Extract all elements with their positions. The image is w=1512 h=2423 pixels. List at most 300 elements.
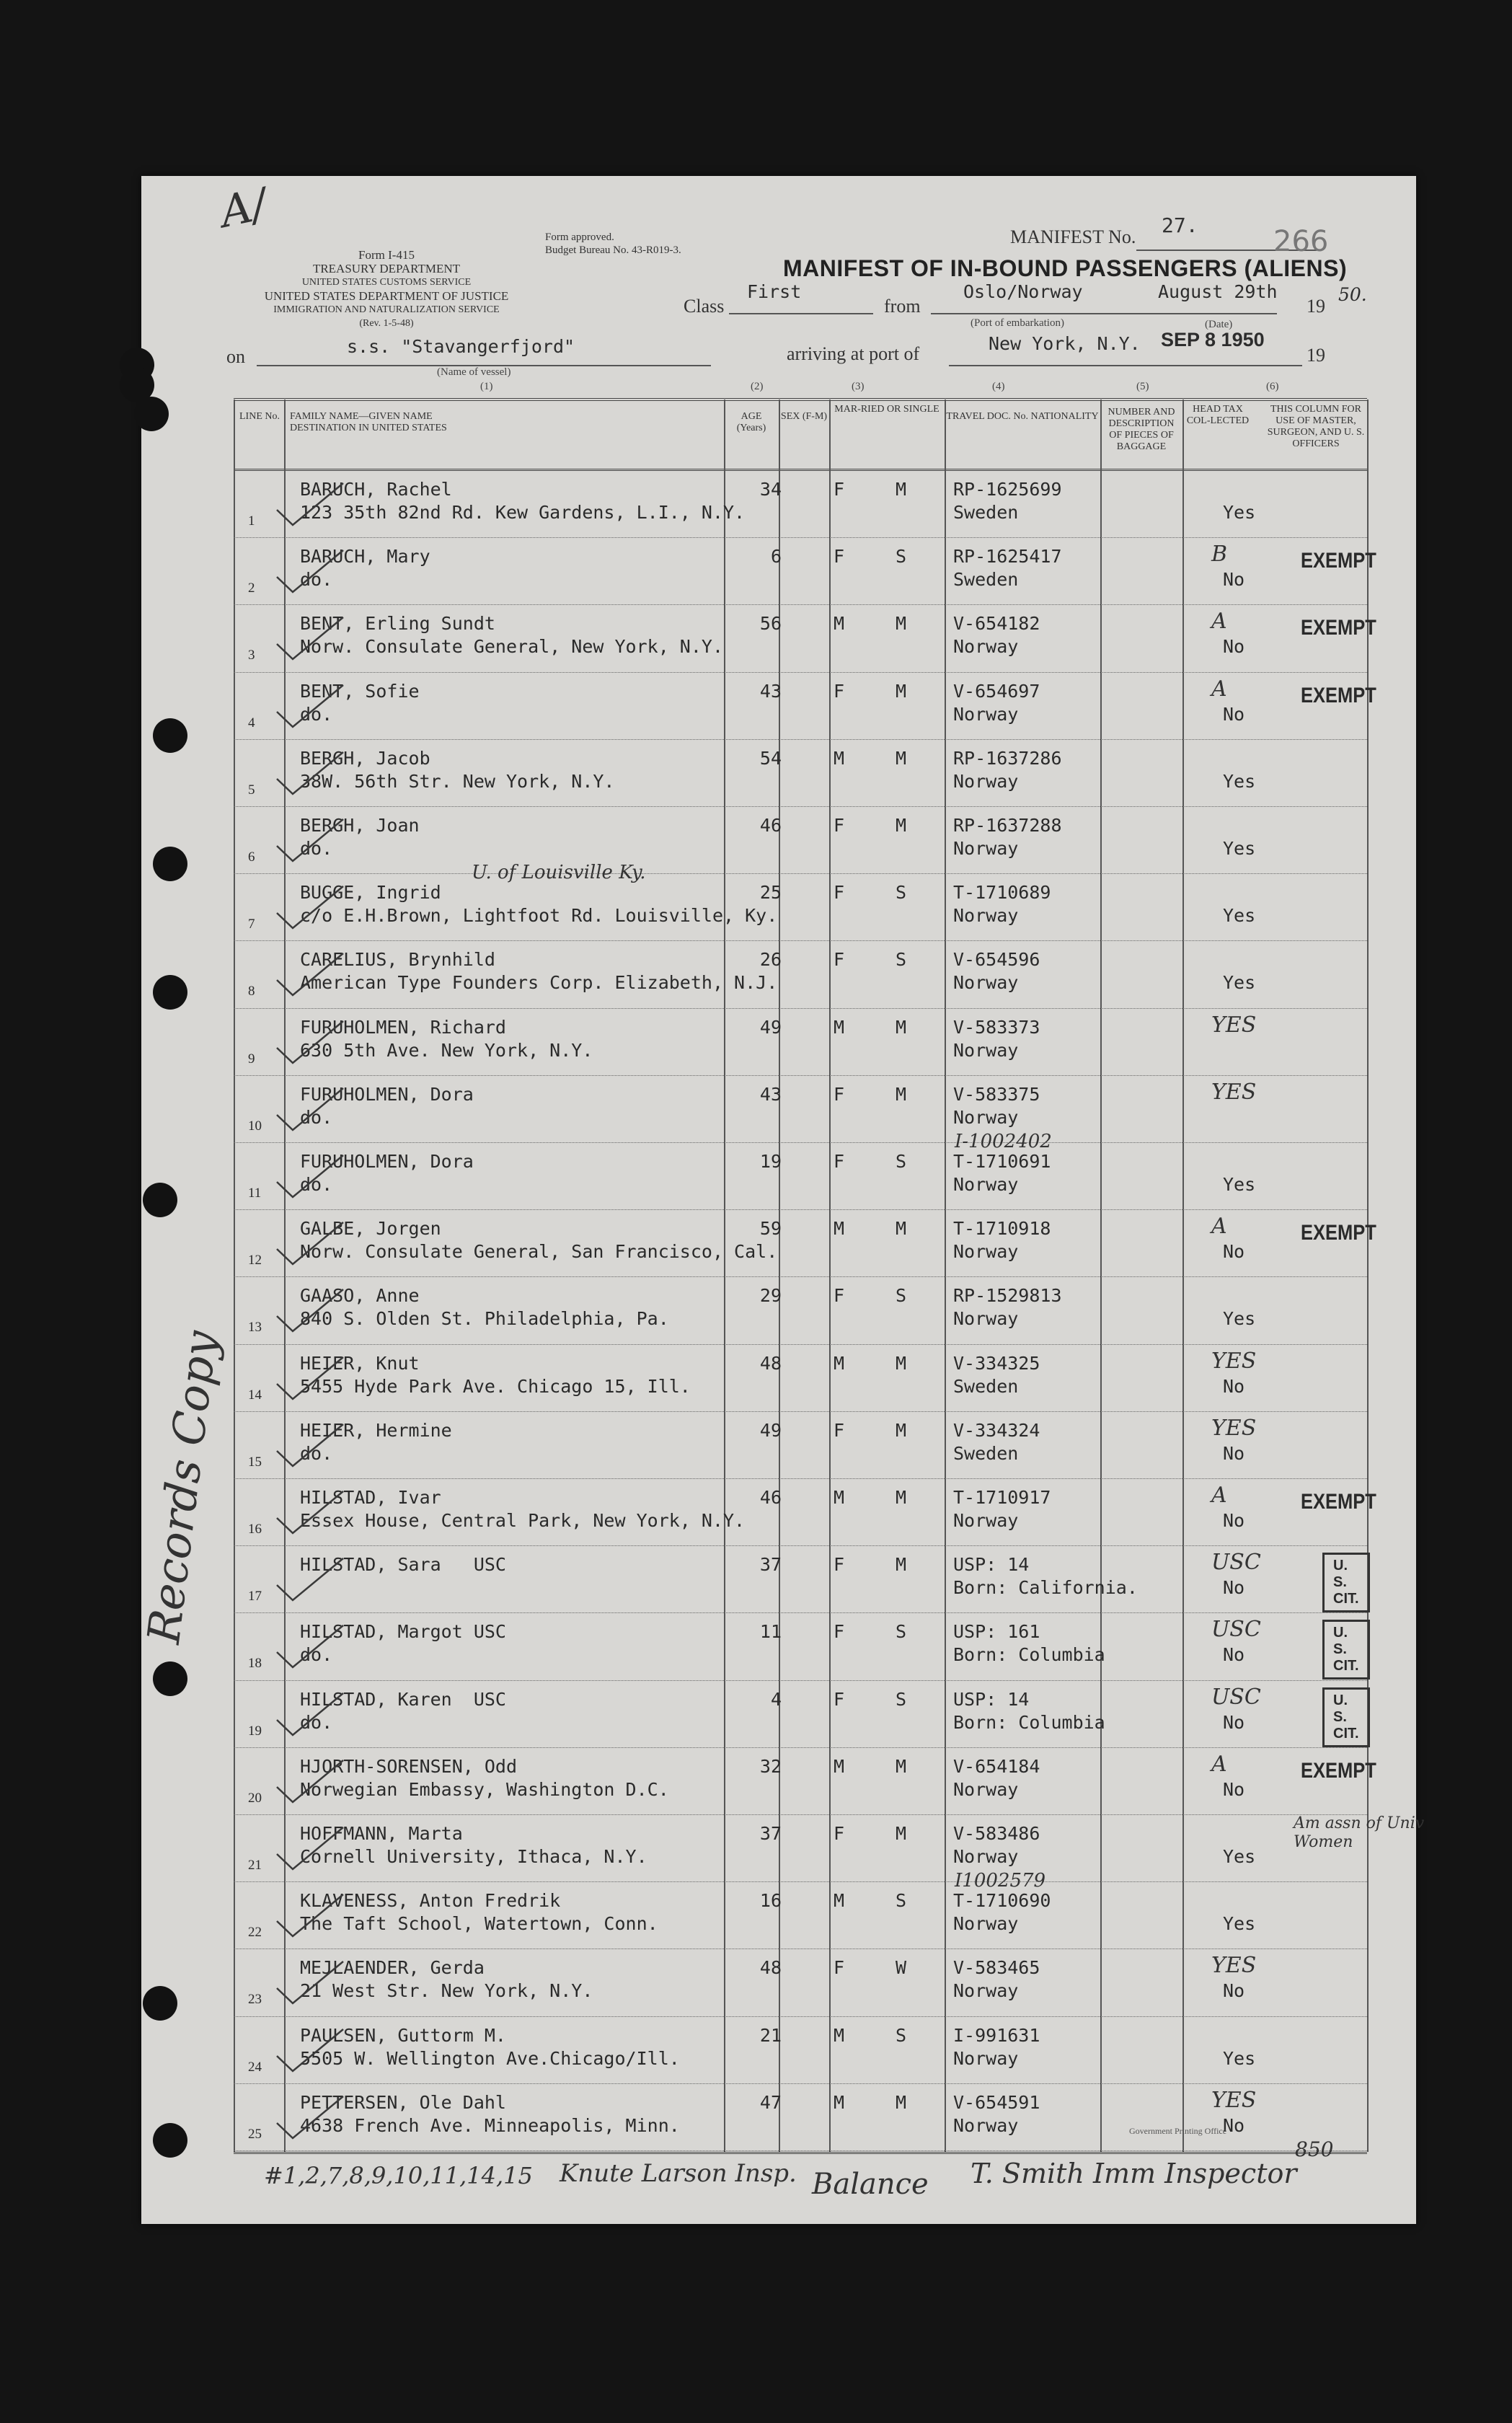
footer-code: 850 [1295,2137,1334,2161]
cell-dest: do. [300,1442,333,1464]
column-rule [1367,400,1369,2152]
handwritten-annotation: U. of Louisville Ky. [472,862,646,884]
cell-doc: T-1710691 [953,1151,1051,1172]
cell-dest: Norw. Consulate General, San Francisco, Cal. [300,1241,778,1263]
table-row [234,1276,1367,1343]
departure-year: 50. [1338,284,1367,305]
table-row [234,1747,1376,1814]
cell-mar: M [896,1755,907,1777]
table-row [234,1545,1367,1612]
cell-tax: No [1223,1778,1245,1800]
cell-doc: RP-1625699 [953,479,1062,500]
punch-hole [153,1661,187,1696]
cell-doc: V-654596 [953,949,1040,971]
cell-doc: V-583373 [953,1016,1040,1038]
manifest-stamp-number: 266 [1273,225,1329,258]
cell-nat: Sweden [953,1375,1019,1397]
cell-dest: do. [300,569,333,591]
footer-inspector-signature-2: T. Smith Imm Inspector [971,2158,1297,2189]
cell-sex: F [834,479,845,500]
cell-doc: V-334325 [953,1352,1040,1374]
cell-tax: Yes [1223,502,1256,523]
exempt-stamp: EXEMPT [1301,1490,1376,1514]
cell-name: HILSTAD, Sara USC [300,1554,506,1576]
table-row [234,739,1367,806]
cell-sex: F [834,1285,845,1307]
check-mark-icon [262,1217,349,1267]
col-header-line: LINE No. [239,411,280,422]
cell-sex: M [834,613,845,635]
cell-line: 24 [248,2059,262,2075]
printer-credit: Government Printing Office [1129,2126,1227,2136]
cell-age: 48 [759,1957,782,1979]
cell-tax: Yes [1223,1308,1256,1330]
cell-age: 21 [759,2024,782,2046]
check-mark-icon [262,1284,349,1334]
cell-nat: Norway [953,1846,1019,1867]
cell-line: 6 [248,849,255,865]
cell-nat: Sweden [953,569,1019,591]
cell-dest: do. [300,1106,333,1128]
check-mark-icon [262,746,349,797]
cell-nat: Sweden [953,502,1019,523]
cell-mar: M [896,1419,907,1441]
cell-line: 2 [248,581,255,596]
cell-name: HEIER, Hermine [300,1419,452,1441]
table-row [234,1478,1376,1545]
cell-age: 16 [759,1890,782,1912]
cell-nat: Norway [953,972,1019,994]
cell-doc: V-654697 [953,680,1040,702]
row-divider [234,2150,1367,2151]
cell-age: 56 [759,613,782,635]
check-mark-icon [262,612,349,662]
head-tax-handwritten-note: YES [1211,1415,1257,1441]
cell-doc: V-583486 [953,1823,1040,1844]
cell-sex: M [834,1487,845,1508]
table-row [234,806,1367,873]
cell-age: 11 [759,1621,782,1643]
head-tax-handwritten-note: A [1211,1214,1227,1240]
cell-sex: F [834,680,845,702]
check-mark-icon [262,1553,349,1603]
table-row [234,470,1367,537]
arrival-year-label: 19 [1307,345,1325,366]
cell-mar: M [896,1487,907,1508]
on-label: on [226,346,245,367]
cell-dest: c/o E.H.Brown, Lightfoot Rd. Louisville, Ky. [300,905,778,927]
cell-doc: T-1710689 [953,882,1051,904]
cell-mar: S [896,949,907,971]
cell-tax: Yes [1223,905,1256,927]
exempt-stamp: EXEMPT [1301,549,1376,573]
head-tax-handwritten-note: YES [1211,1348,1257,1374]
cell-name: HILSTAD, Ivar [300,1487,441,1508]
cell-line: 13 [248,1320,262,1336]
check-mark-icon [262,1351,349,1402]
cell-doc: RP-1637288 [953,815,1062,836]
cell-tax: No [1223,1711,1245,1733]
check-mark-icon [262,1620,349,1670]
cell-line: 12 [248,1253,262,1268]
cell-age: 49 [759,1016,782,1038]
cell-name: GAASO, Anne [300,1285,420,1307]
cell-sex: F [834,882,845,904]
cell-dest: 5505 W. Wellington Ave.Chicago/Ill. [300,2047,680,2069]
col-number: (5) [1136,381,1149,392]
cell-nat: Born: Columbia [953,1644,1105,1666]
col-header-age: AGE (Years) [736,411,766,433]
cell-nat: Norway [953,1308,1019,1330]
exempt-stamp: EXEMPT [1301,683,1376,707]
cell-tax: Yes [1223,1913,1256,1935]
arrival-date-stamp: SEP 8 1950 [1161,329,1265,350]
cell-mar: M [896,1016,907,1038]
cell-nat: Born: California. [953,1577,1138,1599]
check-mark-icon [262,881,349,931]
table-row [234,1814,1425,1881]
head-tax-handwritten-note: A [1211,1751,1227,1777]
cell-line: 8 [248,984,255,999]
page-title: MANIFEST OF IN-BOUND PASSENGERS (ALIENS) [783,255,1348,281]
cell-tax: No [1223,1442,1245,1464]
col-header-sex: SEX (F-M) [780,411,828,422]
class-line [729,313,873,314]
cell-dest: do. [300,703,333,725]
table-row [234,1680,1367,1747]
class-label: Class [684,296,725,317]
cell-line: 20 [248,1790,262,1806]
cell-age: 46 [759,815,782,836]
cell-name: HILSTAD, Karen USC [300,1688,506,1710]
cell-mar: M [896,680,907,702]
cell-sex: F [834,815,845,836]
cell-mar: S [896,2024,907,2046]
col-header-officers: THIS COLUMN FOR USE OF MASTER, SURGEON, AND U. S. OFFICERS [1267,404,1365,449]
check-mark-icon [262,1149,349,1200]
table-row [234,1075,1367,1142]
cell-line: 15 [248,1454,262,1470]
cell-age: 37 [759,1554,782,1576]
cell-doc: V-654182 [953,613,1040,635]
cell-dest: 5455 Hyde Park Ave. Chicago 15, Ill. [300,1375,691,1397]
cell-doc: I-991631 [953,2024,1040,2046]
col-number: (6) [1266,381,1279,392]
table-row [234,1209,1376,1276]
cell-nat: Norway [953,1174,1019,1195]
cell-name: HOFFMANN, Marta [300,1823,463,1844]
manifest-no-label: MANIFEST No. [1010,226,1136,247]
cell-nat: Norway [953,1778,1019,1800]
form-id: Form I-415 [358,248,415,262]
cell-line: 7 [248,917,255,932]
cell-age: 59 [759,1218,782,1240]
form-approved-text: Form approved. [545,231,614,243]
cell-line: 10 [248,1118,262,1134]
check-mark-icon [262,2091,349,2141]
cell-name: FURUHOLMEN, Dora [300,1083,474,1105]
cell-name: FURUHOLMEN, Dora [300,1151,474,1172]
cell-nat: Norway [953,1106,1019,1128]
cell-line: 14 [248,1387,262,1403]
cell-doc: RP-1637286 [953,747,1062,769]
table-row [234,2016,1367,2083]
cell-sex: M [834,1352,845,1374]
footer-balance: Balance [812,2168,929,2201]
table-row [234,1008,1367,1075]
cell-line: 5 [248,782,255,798]
cell-mar: S [896,1621,907,1643]
cell-dest: do. [300,1711,333,1733]
from-value: Oslo/Norway [963,281,1083,302]
col-header-head-tax: HEAD TAX COL-LECTED [1186,404,1250,426]
cell-age: 26 [759,949,782,971]
cell-line: 9 [248,1051,255,1067]
cell-mar: S [896,1688,907,1710]
cell-dest: Essex House, Central Park, New York, N.Y. [300,1510,746,1531]
check-mark-icon [262,1889,349,1939]
punch-hole [153,2123,187,2158]
check-mark-icon [262,1418,349,1469]
cell-doc: V-654184 [953,1755,1040,1777]
col-number: (1) [480,381,493,392]
from-label: from [884,296,921,317]
table-row [234,1612,1367,1680]
form-revision: (Rev. 1-5-48) [359,318,414,329]
punch-hole [153,847,187,881]
cell-name: GALBE, Jorgen [300,1218,441,1240]
head-tax-handwritten-note: YES [1211,1079,1257,1105]
table-row [234,862,1367,940]
table-row [234,1411,1367,1478]
cell-nat: Norway [953,703,1019,725]
treasury-dept: TREASURY DEPARTMENT [312,262,461,275]
cell-doc: RP-1529813 [953,1285,1062,1307]
cell-line: 21 [248,1858,262,1873]
cell-name: BENT, Erling Sundt [300,613,495,635]
check-mark-icon [262,477,349,528]
cell-sex: F [834,1688,845,1710]
cell-nat: Norway [953,1510,1019,1531]
table-row [234,604,1376,671]
cell-mar: M [896,1823,907,1844]
punch-hole [153,718,187,753]
cell-dest: American Type Founders Corp. Elizabeth, N.J. [300,972,778,994]
cell-nat: Norway [953,2114,1019,2136]
col-number: (2) [751,381,764,392]
cell-tax: No [1223,1577,1245,1599]
check-mark-icon [262,1486,349,1536]
year-label: 19 [1307,296,1325,317]
us-citizen-stamp: U. S. CIT. [1322,1687,1370,1747]
cell-tax: No [1223,2114,1245,2136]
cell-name: PETTERSEN, Ole Dahl [300,2091,506,2113]
footer-inspector-signature: Knute Larson Insp. [560,2159,797,2188]
cell-doc: T-1710917 [953,1487,1051,1508]
punch-hole [153,975,187,1010]
cell-line: 18 [248,1656,262,1672]
cell-age: 6 [770,546,782,568]
head-tax-handwritten-note: USC [1211,1617,1261,1643]
arrival-line [949,365,1302,366]
cell-name: BARUCH, Rachel [300,479,452,500]
head-tax-handwritten-note: YES [1211,1953,1257,1979]
cell-tax: No [1223,1980,1245,2002]
cell-line: 1 [248,513,255,529]
cell-sex: M [834,2091,845,2113]
punch-hole [134,397,169,431]
col-header-travel-doc: TRAVEL DOC. No. NATIONALITY [946,411,1099,422]
cell-sex: M [834,1218,845,1240]
vessel-name: s.s. "Stavangerfjord" [347,336,575,357]
table-row [234,537,1376,604]
cell-line: 19 [248,1723,262,1739]
cell-doc: USP: 14 [953,1688,1030,1710]
cell-mar: M [896,747,907,769]
cell-tax: No [1223,1644,1245,1666]
col-number: (4) [992,381,1005,392]
cell-name: KLAVENESS, Anton Fredrik [300,1890,561,1912]
officer-remark: Am assn of Univ Women [1294,1814,1425,1851]
departure-date: August 29th [1158,281,1278,302]
col-header-name: FAMILY NAME—GIVEN NAME DESTINATION IN UNITED STATES [290,411,447,433]
cell-doc: V-583375 [953,1083,1040,1105]
cell-sex: F [834,1554,845,1576]
cell-mar: M [896,479,907,500]
date-caption: (Date) [1205,319,1233,330]
cell-mar: M [896,1218,907,1240]
table-row [234,1131,1367,1209]
cell-line: 3 [248,648,255,663]
check-mark-icon [262,813,349,864]
arrival-port: New York, N.Y. [989,333,1141,354]
cell-age: 29 [759,1285,782,1307]
cell-line: 22 [248,1925,262,1941]
cell-age: 43 [759,680,782,702]
handwritten-annotation: I-1002402 [955,1131,1052,1152]
footer-line-numbers: #1,2,7,8,9,10,11,14,15 [264,2162,533,2189]
table-row [234,2083,1367,2150]
cell-doc: USP: 161 [953,1621,1040,1643]
exempt-stamp: EXEMPT [1301,616,1376,640]
cell-tax: Yes [1223,1846,1256,1867]
cell-mar: S [896,1285,907,1307]
cell-name: FURUHOLMEN, Richard [300,1016,506,1038]
cell-sex: M [834,1016,845,1038]
cell-age: 37 [759,1823,782,1844]
form-agency-block [221,248,552,330]
cell-name: CARELIUS, Brynhild [300,949,495,971]
port-embark-caption: (Port of embarkation) [971,317,1064,329]
col-number: (3) [852,381,865,392]
table-row [234,672,1376,739]
cell-age: 49 [759,1419,782,1441]
cell-nat: Norway [953,636,1019,658]
cell-doc: V-334324 [953,1419,1040,1441]
head-tax-handwritten-note: A [1211,1483,1227,1508]
cell-mar: M [896,815,907,836]
check-mark-icon [262,1015,349,1066]
cell-nat: Norway [953,838,1019,859]
head-tax-handwritten-note: B [1211,542,1228,568]
check-mark-icon [262,544,349,595]
cell-mar: S [896,546,907,568]
cell-line: 25 [248,2126,262,2142]
cell-mar: M [896,613,907,635]
cell-name: HILSTAD, Margot USC [300,1621,506,1643]
manifest-sheet [137,176,1425,2224]
cell-name: BERGH, Jacob [300,747,430,769]
arriving-label: arriving at port of [787,343,920,364]
cell-name: PAULSEN, Guttorm M. [300,2024,506,2046]
cell-mar: M [896,1554,907,1576]
cell-doc: T-1710690 [953,1890,1051,1912]
head-tax-handwritten-note: YES [1211,1012,1257,1038]
check-mark-icon [262,1755,349,1805]
cell-tax: No [1223,636,1245,658]
class-value: First [747,281,802,302]
cell-nat: Norway [953,2047,1019,2069]
table-bottom-border [234,2152,1367,2154]
cell-dest: do. [300,1174,333,1195]
head-tax-handwritten-note: USC [1211,1684,1261,1710]
cell-name: HEIER, Knut [300,1352,420,1374]
cell-line: 11 [248,1186,262,1201]
manifest-no-value: 27. [1162,213,1198,237]
head-tax-handwritten-note: A [1211,609,1227,635]
cell-tax: No [1223,1241,1245,1263]
cell-sex: F [834,1151,845,1172]
cell-sex: F [834,1823,845,1844]
cell-mar: S [896,1151,907,1172]
cell-doc: USP: 14 [953,1554,1030,1576]
vessel-caption: (Name of vessel) [437,366,511,378]
check-mark-icon [262,1822,349,1872]
cell-dest: 21 West Str. New York, N.Y. [300,1980,593,2002]
cell-dest: 4638 French Ave. Minneapolis, Minn. [300,2114,680,2136]
check-mark-icon [262,679,349,730]
cell-mar: W [896,1957,907,1979]
cell-dest: 630 5th Ave. New York, N.Y. [300,1039,593,1061]
cell-nat: Sweden [953,1442,1019,1464]
cell-sex: F [834,1083,845,1105]
cell-dest: The Taft School, Watertown, Conn. [300,1913,658,1935]
cell-tax: Yes [1223,972,1256,994]
cell-tax: Yes [1223,770,1256,792]
cell-name: HJORTH-SORENSEN, Odd [300,1755,518,1777]
table-top-border [234,398,1367,401]
cell-age: 32 [759,1755,782,1777]
cell-name: BUGGE, Ingrid [300,882,441,904]
cell-tax: No [1223,569,1245,591]
cell-sex: M [834,1890,845,1912]
cell-tax: Yes [1223,838,1256,859]
cell-name: BARUCH, Mary [300,546,430,568]
cell-dest: do. [300,838,333,859]
cell-age: 43 [759,1083,782,1105]
cell-doc: V-654591 [953,2091,1040,2113]
check-mark-icon [262,948,349,998]
from-line [931,313,1277,314]
cell-dest: 38W. 56th Str. New York, N.Y. [300,770,615,792]
us-citizen-stamp: U. S. CIT. [1322,1620,1370,1680]
cell-sex: F [834,1419,845,1441]
cell-mar: S [896,882,907,904]
cell-mar: M [896,1083,907,1105]
cell-age: 25 [759,882,782,904]
cell-doc: RP-1625417 [953,546,1062,568]
cell-tax: Yes [1223,1174,1256,1195]
